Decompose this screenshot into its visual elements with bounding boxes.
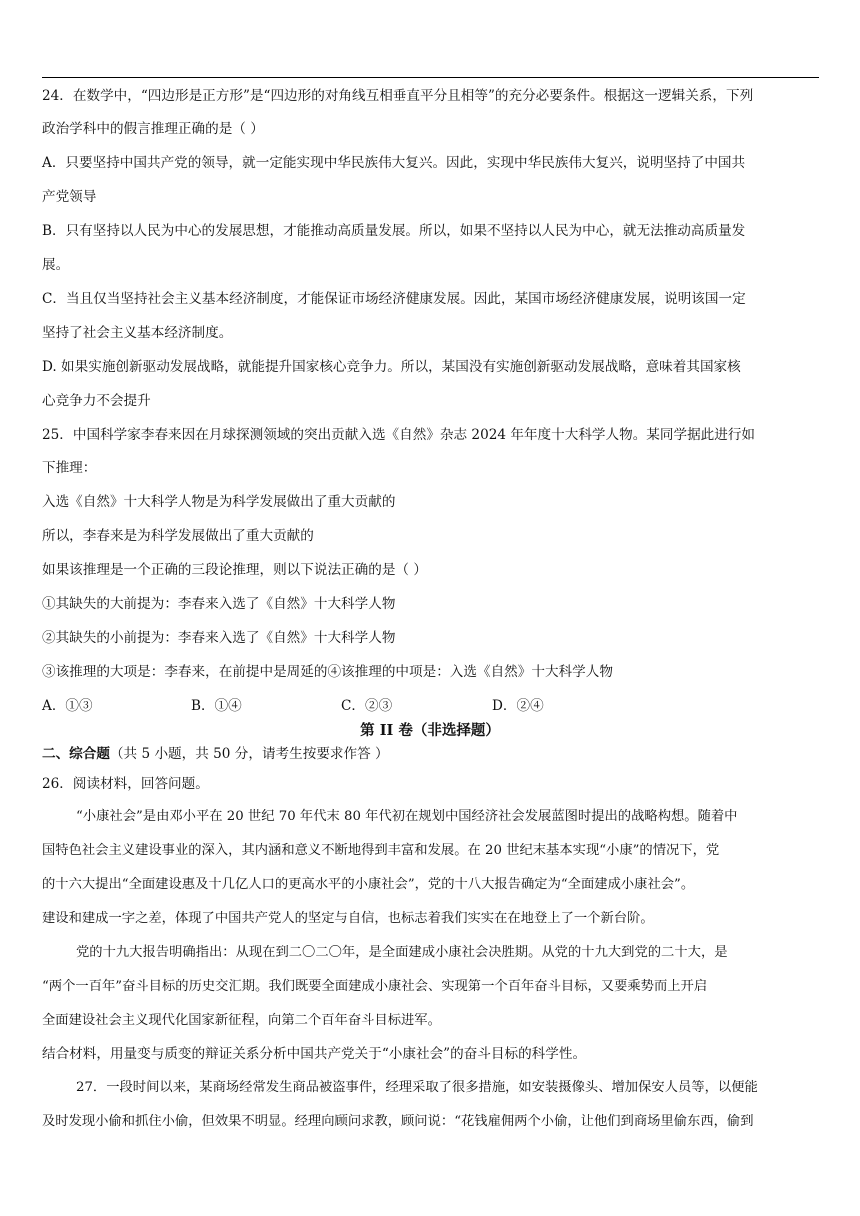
q24-option-d-line1: D. 如果实施创新驱动发展战略，就能提升国家核心竞争力。所以，某国没有实施创新驱动发展战略，意味着其国家核 [42,359,741,375]
q26-material-p1-line4: 建设和建成一字之差，体现了中国共产党人的坚定与自信，也标志着我们实实在在地登上了一个新台阶。 [42,911,654,926]
q25-item-2: ②其缺失的小前提为：李春来入选了《自然》十大科学人物 [42,630,396,646]
part2-title: 第 II 卷（非选择题） [360,722,500,739]
q26-intro: 26．阅读材料，回答问题。 [42,776,209,792]
q27-line2: 及时发现小偷和抓住小偷，但效果不明显。经理向顾问求教，顾问说：“花钱雇佣两个小偷，让他们到商场里偷东西，偷到 [42,1114,754,1129]
header-rule [42,77,819,78]
q25-stem-line2: 下推理： [42,460,97,476]
q25-item-3-4: ③该推理的大项是：李春来，在前提中是周延的④该推理的中项是：入选《自然》十大科学人物 [42,664,613,680]
q25-option-b: B．①④ [191,698,242,714]
q25-question: 如果该推理是一个正确的三段论推理，则以下说法正确的是（ ） [42,562,427,578]
q25-conclusion: 所以，李春来是为科学发展做出了重大贡献的 [42,528,314,544]
q25-option-c: C．②③ [341,698,393,714]
q25-item-1: ①其缺失的大前提为：李春来入选了《自然》十大科学人物 [42,596,396,612]
q25-option-d: D．②④ [492,698,544,714]
q24-option-b-line2: 展。 [42,257,70,273]
section-heading [42,744,822,764]
q24-option-c-line2: 坚持了社会主义基本经济制度。 [42,325,233,341]
q24-stem-line1: 24．在数学中，“四边形是正方形”是“四边形的对角线互相垂直平分且相等”的充分必要条件。根据这一逻辑关系，下列 [42,88,754,104]
q25-stem-line1: 25．中国科学家李春来因在月球探测领域的突出贡献入选《自然》杂志 2024 年年度十大科学人物。某同学据此进行如 [42,427,756,443]
q26-material-p1-line3: 的十六大提出“全面建设惠及十几亿人口的更高水平的小康社会”，党的十八大报告确定为“全面建成小康社会”。 [42,877,695,892]
q24-stem-line2: 政治学科中的假言推理正确的是（ ） [42,121,264,137]
q27-line1: 27．一段时间以来，某商场经常发生商品被盗事件，经理采取了很多措施，如安装摄像头、增加保安人员等，以便能 [76,1080,758,1095]
section-title: 二、综合题 [42,746,110,762]
q26-material-p1-line2: 国特色社会主义建设事业的深入，其内涵和意义不断地得到丰富和发展。在 20 世纪末基本实现“小康”的情况下，党 [42,843,720,858]
section-note: （共 5 小题，共 50 分，请考生按要求作答 ） [109,746,389,762]
q25-premise: 入选《自然》十大科学人物是为科学发展做出了重大贡献的 [42,494,396,510]
q26-material-p2-line2: “两个一百年”奋斗目标的历史交汇期。我们既要全面建成小康社会、实现第一个百年奋斗目标，又要乘势而上开启 [42,979,708,994]
q24-option-b-line1: B．只有坚持以人民为中心的发展思想，才能推动高质量发展。所以，如果不坚持以人民为中心，就无法推动高质量发 [42,223,746,239]
q26-question: 结合材料，用量变与质变的辩证关系分析中国共产党关于“小康社会”的奋斗目标的科学性。 [42,1046,587,1062]
q24-option-c-line1: C．当且仅当坚持社会主义基本经济制度，才能保证市场经济健康发展。因此，某国市场经济健康发展，说明该国一定 [42,291,746,307]
q26-material-p2-line3: 全面建设社会主义现代化国家新征程，向第二个百年奋斗目标进军。 [42,1013,441,1028]
q26-material-p2-line1: 党的十九大报告明确指出：从现在到二〇二〇年，是全面建成小康社会决胜期。从党的十九大到党的二十大，是 [76,945,728,960]
q24-option-a-line2: 产党领导 [42,189,97,205]
q24-option-a-line1: A．只要坚持中国共产党的领导，就一定能实现中华民族伟大复兴。因此，实现中华民族伟大复兴，说明坚持了中国共 [42,155,746,171]
q24-option-d-line2: 心竞争力不会提升 [42,393,151,409]
q25-option-a: A．①③ [42,698,93,714]
q26-material-p1-line1: “小康社会”是由邓小平在 20 世纪 70 年代末 80 年代初在规划中国经济社会发展蓝图时提出的战略构想。随着中 [76,809,738,824]
